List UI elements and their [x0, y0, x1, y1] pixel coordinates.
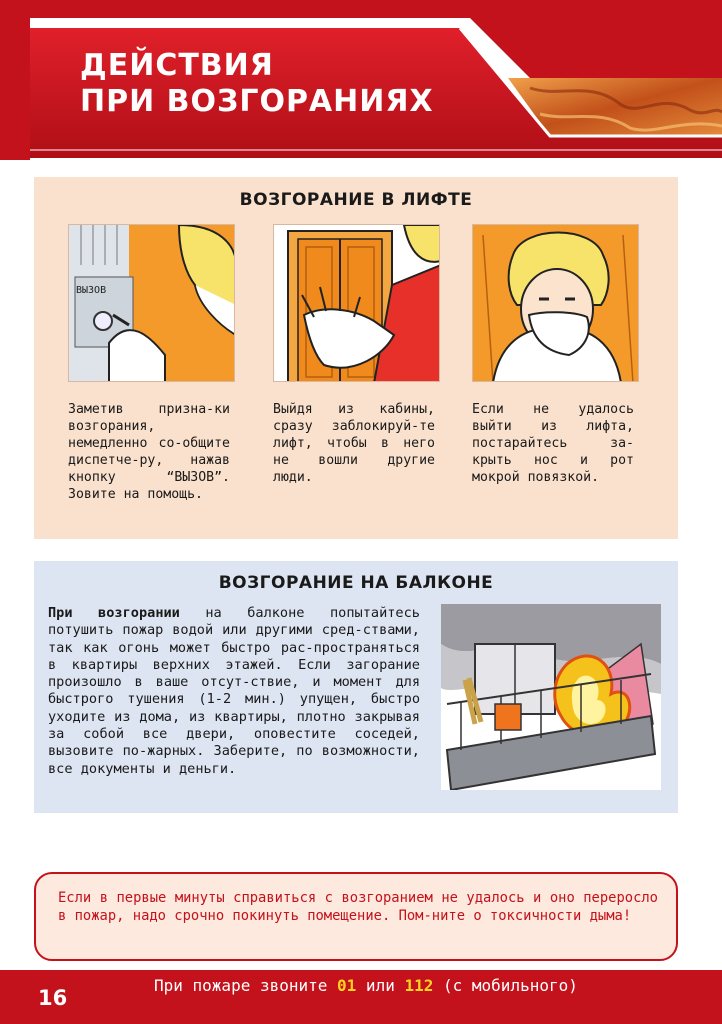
emergency-phone-line	[154, 976, 578, 995]
lift-caption-3: Если не удалось выйти из лифта, постарайтесь за-крыть нос и рот мокрой повязкой.	[472, 402, 634, 485]
footer-text-middle: или	[356, 976, 405, 995]
emergency-number-112: 112	[404, 976, 434, 995]
block-door-drawing	[274, 225, 440, 382]
lift-caption-1: Заметив призна-ки возгорания, немедленно со-общите диспетче-ру, нажав кнопку “ВЫЗОВ”. Зовите на помощь.	[68, 402, 230, 502]
balcony-fire-illustration	[441, 604, 661, 790]
page-title-line1: ДЕЙСТВИЯ	[80, 48, 274, 83]
header-left-strip	[0, 0, 30, 160]
footer-text-after: (с мобильного)	[433, 976, 578, 995]
balcony-paragraph	[48, 605, 420, 778]
balcony-fire-section	[34, 561, 678, 813]
page-number: 16	[38, 986, 68, 1010]
footer-text-before: При пожаре звоните	[154, 976, 338, 995]
lift-illustration-block-door	[273, 224, 440, 382]
lift-caption-2: Выйдя из кабины, сразу заблокируй-те лифт, чтобы в него не вошли другие люди.	[273, 402, 435, 485]
call-button-drawing	[69, 225, 235, 382]
call-button-sign: ВЫЗОВ	[76, 285, 107, 296]
balcony-section-title: ВОЗГОРАНИЕ НА БАЛКОНЕ	[218, 573, 494, 593]
lift-fire-section	[34, 177, 678, 539]
lift-illustration-call-button	[68, 224, 235, 382]
balcony-fire-drawing	[441, 604, 661, 790]
balcony-bold-lead: При возгорании	[48, 605, 180, 621]
warning-text: Если в первые минуты справиться с возгоранием не удалось и оно переросло в пожар, надо срочно покинуть помещение. Пом-ните о токсичности дыма!	[58, 890, 658, 924]
toxic-smoke-warning-box	[34, 872, 678, 961]
page-title-line2: ПРИ ВОЗГОРАНИЯХ	[80, 84, 434, 119]
lift-section-title: ВОЗГОРАНИЕ В ЛИФТЕ	[239, 190, 473, 210]
cover-face-drawing	[473, 225, 639, 382]
lift-illustration-cover-face	[472, 224, 639, 382]
balcony-body-text: на балконе попытайтесь потушить пожар водой или другими сред-ствами, так как огонь может быстро рас-пространяться в квартиры верхних этажей. Если загорание произошло в ваше отсут-ствие, и момент для быстрого тушения (1-2 мин.) упущен, быстро уходите из дома, из квартиры, плотно закрывая за собой все двери, оповестите соседей, вызовите по-жарных. Заберите, по возможности, все документы и деньги.	[48, 605, 420, 777]
header-top-band	[30, 0, 722, 18]
header-banner	[30, 18, 722, 158]
emergency-number-01: 01	[337, 976, 357, 995]
